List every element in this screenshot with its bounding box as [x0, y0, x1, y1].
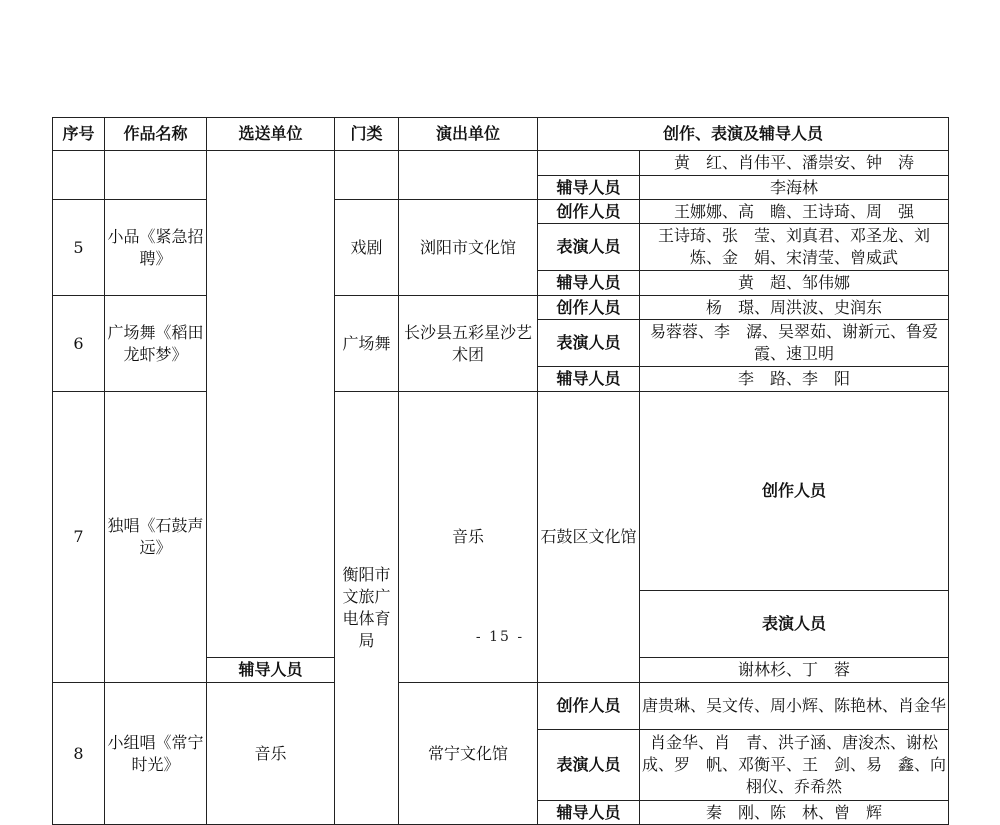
- col-sender-header: 选送单位: [207, 118, 335, 151]
- staff-names: 谢林杉、丁 蓉: [640, 658, 949, 683]
- role-label: 辅导人员: [538, 801, 640, 825]
- category: 戏剧: [335, 200, 399, 296]
- category: 音乐: [207, 683, 335, 825]
- role-label: 创作人员: [640, 392, 949, 591]
- role-label: 表演人员: [538, 224, 640, 271]
- table-row: [53, 200, 949, 224]
- role-label: 创作人员: [538, 200, 640, 224]
- role-label: 辅导人员: [207, 658, 335, 683]
- table-row: [53, 683, 949, 730]
- cont-category-cell: [335, 151, 399, 200]
- cont-prev-names: 黄 红、肖伟平、潘崇安、钟 涛: [640, 151, 949, 176]
- cont-unit-cell: [399, 151, 538, 200]
- staff-names: 李 路、李 阳: [640, 367, 949, 392]
- table-row: [53, 392, 949, 591]
- header-row: [53, 118, 949, 151]
- cont-role-cell: [538, 151, 640, 176]
- table-row: [53, 296, 949, 320]
- staff-names: 王诗琦、张 莹、刘真君、邓圣龙、刘 炼、金 娟、宋清莹、曾威武: [640, 224, 949, 271]
- role-label: 表演人员: [538, 320, 640, 367]
- staff-names: 王娜娜、高 瞻、王诗琦、周 强: [640, 200, 949, 224]
- work-title: 小组唱《常宁时光》: [105, 683, 207, 825]
- performance-table: [52, 117, 949, 825]
- role-label: 创作人员: [538, 296, 640, 320]
- performer-unit: 石鼓区文化馆: [538, 392, 640, 683]
- role-label: 创作人员: [538, 683, 640, 730]
- category: 音乐: [399, 392, 538, 683]
- col-work-header: 作品名称: [105, 118, 207, 151]
- cont-no-cell: [53, 151, 105, 200]
- staff-names: 黄 超、邹伟娜: [640, 271, 949, 296]
- sender-cell-upper: [207, 151, 335, 658]
- performer-unit: 浏阳市文化馆: [399, 200, 538, 296]
- work-title: 广场舞《稻田龙虾梦》: [105, 296, 207, 392]
- performer-unit: 常宁文化馆: [399, 683, 538, 825]
- staff-names: 肖金华、肖 青、洪子涵、唐浚杰、谢松成、罗 帆、邓衡平、王 剑、易 鑫、向栩仪、乔希然: [640, 730, 949, 801]
- row-no: 6: [53, 296, 105, 392]
- staff-names: 易蓉蓉、李 潺、吴翠茹、谢新元、鲁爱霞、速卫明: [640, 320, 949, 367]
- page-number: - 15 -: [475, 629, 525, 645]
- role-label: 表演人员: [640, 591, 949, 658]
- role-label: 辅导人员: [538, 176, 640, 200]
- sender-unit: 衡阳市文旅广电体育局: [335, 392, 399, 825]
- staff-names: 秦 刚、陈 林、曾 辉: [640, 801, 949, 825]
- table-row: [53, 151, 949, 176]
- role-label: 辅导人员: [538, 367, 640, 392]
- row-no: 8: [53, 683, 105, 825]
- role-label: 表演人员: [538, 730, 640, 801]
- work-title: 小品《紧急招聘》: [105, 200, 207, 296]
- category: 广场舞: [335, 296, 399, 392]
- row-no: 7: [53, 392, 105, 683]
- staff-names: 杨 璟、周洪波、史润东: [640, 296, 949, 320]
- col-staff-header: 创作、表演及辅导人员: [538, 118, 949, 151]
- performer-unit: 长沙县五彩星沙艺术团: [399, 296, 538, 392]
- col-no-header: 序号: [53, 118, 105, 151]
- col-category-header: 门类: [335, 118, 399, 151]
- staff-names: 唐贵琳、吴文传、周小辉、陈艳林、肖金华: [640, 683, 949, 730]
- staff-names: 李海林: [640, 176, 949, 200]
- role-label: 辅导人员: [538, 271, 640, 296]
- work-title: 独唱《石鼓声远》: [105, 392, 207, 683]
- col-unit-header: 演出单位: [399, 118, 538, 151]
- cont-work-cell: [105, 151, 207, 200]
- row-no: 5: [53, 200, 105, 296]
